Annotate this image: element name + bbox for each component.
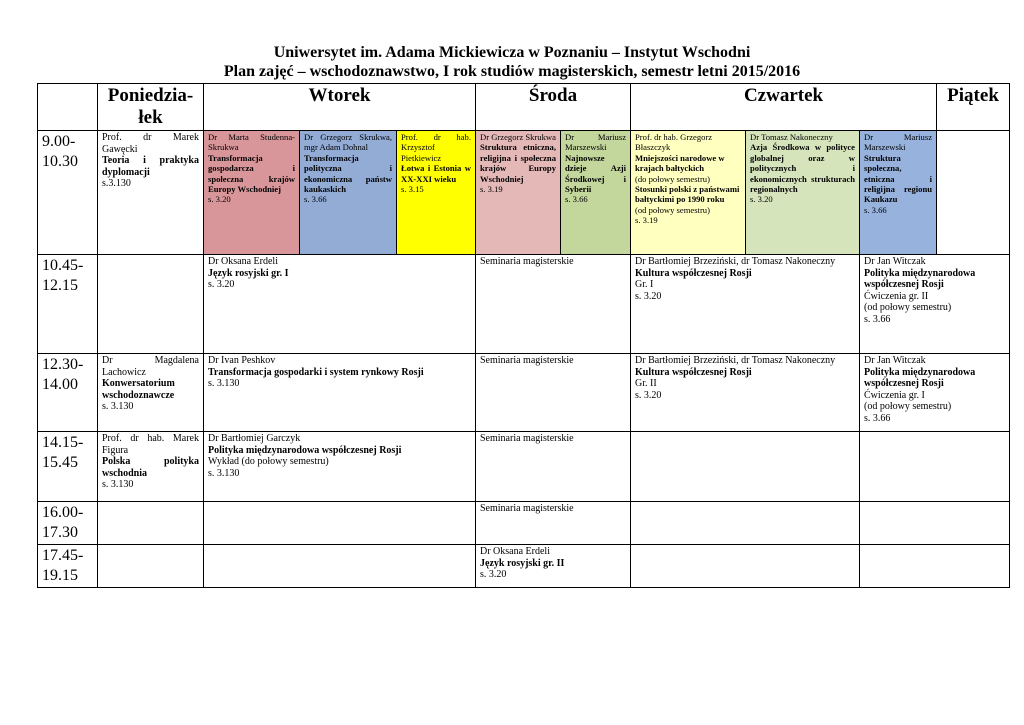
course: Azja Środkowa w polityce globalnej oraz w politycznych i ekonomicznych strukturach regionalnych [750, 142, 856, 195]
room: s. 3.66 [864, 204, 887, 215]
time-cell: 14.15-15.45 [38, 432, 98, 502]
class-cell [631, 354, 860, 432]
teacher: Dr Mariusz Marszewski [565, 132, 627, 153]
class-cell [397, 131, 476, 255]
teacher: Dr Oksana Erdeli [480, 546, 550, 557]
course: Łotwa i Estonia w XX-XXI wieku [401, 163, 471, 184]
teacher: Dr Jan Witczak [864, 256, 926, 267]
time-row [38, 502, 1010, 545]
course: Transformacja gospodarcza i społeczna krajów Europy Wschodniej [208, 152, 295, 195]
teacher: Dr Bartłomiej Brzeziński, dr Tomasz Nakoneczny [635, 355, 836, 366]
teacher: Dr Mariusz Marszewski [864, 132, 933, 153]
room: s. 3.66 [864, 313, 891, 325]
empty-cell [860, 502, 1010, 545]
seminar-cell [476, 255, 631, 354]
course: Język rosyjski gr. II [480, 557, 565, 569]
room: s. 3.130 [208, 467, 240, 479]
course: Teoria i praktyka dyplomacji [102, 155, 199, 178]
class-cell [204, 255, 476, 354]
course: Struktura etniczna, religijna i społeczna krajów Europy Wschodniej [480, 142, 556, 184]
teacher: Dr Jan Witczak [864, 355, 926, 366]
teacher: Dr Bartłomiej Brzeziński, dr Tomasz Nakoneczny [635, 256, 836, 267]
time-row [38, 255, 1010, 354]
group: Gr. I [635, 279, 654, 290]
time-cell: 12.30-14.00 [38, 354, 98, 432]
teacher: Dr Marta Studenna-Skrukwa [208, 132, 295, 153]
class-cell [98, 354, 204, 432]
course: Język rosyjski gr. I [208, 267, 289, 279]
teacher: Prof. dr hab. Marek Figura [102, 433, 199, 456]
room: s. 3.20 [208, 279, 235, 290]
class-cell [204, 432, 476, 502]
empty-cell [860, 432, 1010, 502]
title-university: Uniwersytet im. Adama Mickiewicza w Poznaniu – Instytut Wschodni [273, 44, 751, 61]
room: s. 3.130 [208, 378, 240, 389]
time-cell: 10.45-12.15 [38, 255, 98, 354]
room: s. 3.130 [102, 479, 134, 490]
class-cell [204, 131, 300, 255]
note: (od połowy semestru) [635, 204, 710, 215]
course: Transformacja polityczna i ekonomiczna państw kaukaskich [304, 152, 392, 195]
seminar-cell [476, 432, 631, 502]
class-cell [860, 354, 1010, 432]
empty-cell [937, 131, 1010, 255]
room: s. 3.66 [565, 194, 588, 205]
note: (od połowy semestru) [864, 302, 952, 313]
room: s. 3.20 [480, 569, 507, 580]
time-row [38, 131, 1010, 255]
schedule-table [37, 83, 1010, 588]
teacher: Dr Magdalena Lachowicz [102, 355, 199, 378]
seminar-cell [476, 502, 631, 545]
course: Polityka międzynarodowa współczesnej Rosji [864, 267, 976, 290]
course: Polityka międzynarodowa współczesnej Rosji [864, 366, 976, 389]
empty-cell [631, 432, 860, 502]
course: Kultura współczesnej Rosji [635, 267, 752, 279]
teacher: Prof. dr hab. Grzegorz Błaszczyk [635, 132, 713, 153]
teacher: Dr Grzegorz Skrukwa [480, 132, 556, 142]
teacher: Prof. dr hab. Krzysztof Pietkiewicz [401, 132, 471, 163]
seminar-label: Seminaria magisterskie [480, 503, 574, 514]
empty-cell [631, 502, 860, 545]
course: Najnowsze dzieje Azji Środkowej i Syberii [565, 152, 627, 195]
course: Polska polityka wschodnia [102, 456, 199, 479]
empty-cell [98, 502, 204, 545]
class-cell [300, 131, 397, 255]
course: Kultura współczesnej Rosji [635, 366, 752, 378]
group: Ćwiczenia gr. II [864, 290, 929, 302]
corner-cell [38, 84, 98, 131]
class-cell [476, 545, 631, 588]
room: s. 3.20 [208, 194, 231, 205]
day-wednesday: Środa [476, 84, 631, 131]
course: Mniejszości narodowe w krajach bałtyckich [635, 152, 725, 174]
note: (do połowy semestru) [635, 173, 710, 184]
class-cell [860, 131, 937, 255]
group: Ćwiczenia gr. I [864, 389, 925, 401]
empty-cell [860, 545, 1010, 588]
course: Konwersatorium wschodoznawcze [102, 378, 175, 401]
class-cell [631, 255, 860, 354]
seminar-cell [476, 354, 631, 432]
class-cell [98, 432, 204, 502]
room: s. 3.130 [102, 401, 134, 412]
room: s. 3.20 [635, 389, 662, 401]
class-cell [204, 354, 476, 432]
class-cell [746, 131, 860, 255]
seminar-label: Seminaria magisterskie [480, 433, 574, 444]
time-cell: 9.00-10.30 [38, 131, 98, 255]
time-row [38, 545, 1010, 588]
time-row [38, 354, 1010, 432]
course: Struktura społeczna, etniczna i religijna regionu Kaukazu [864, 152, 933, 205]
class-cell [561, 131, 631, 255]
room: s. 3.19 [480, 184, 503, 195]
class-cell [476, 131, 561, 255]
note: Wykład (do połowy semestru) [208, 456, 329, 467]
teacher: Dr Bartłomiej Garczyk [208, 433, 301, 444]
day-friday: Piątek [937, 84, 1010, 131]
group: Gr. II [635, 378, 657, 389]
empty-cell [98, 545, 204, 588]
teacher: Dr Oksana Erdeli [208, 256, 278, 267]
seminar-label: Seminaria magisterskie [480, 256, 574, 267]
room: s.3.130 [102, 178, 131, 189]
course: Stosunki polski z państwami bałtyckimi po 1990 roku [635, 184, 740, 205]
class-cell [631, 131, 746, 255]
header-row [38, 84, 1010, 131]
teacher: Dr Tomasz Nakoneczny [750, 132, 833, 142]
title-plan: Plan zajęć – wschodoznawstwo, I rok studiów magisterskich, semestr letni 2015/2016 [223, 63, 801, 80]
day-thursday: Czwartek [631, 84, 937, 131]
note: (od połowy semestru) [864, 401, 952, 412]
room: s. 3.66 [304, 194, 327, 205]
course: Polityka międzynarodowa współczesnej Rosji [208, 444, 402, 456]
teacher: Dr Ivan Peshkov [208, 355, 276, 366]
empty-cell [631, 545, 860, 588]
room: s. 3.15 [401, 184, 424, 195]
teacher: Prof. dr Marek Gawęcki [102, 132, 199, 155]
empty-cell [204, 545, 476, 588]
teacher: Dr Grzegorz Skrukwa, mgr Adam Dohnal [304, 132, 392, 153]
day-tuesday: Wtorek [204, 84, 476, 131]
empty-cell [204, 502, 476, 545]
room: s. 3.20 [635, 290, 662, 302]
seminar-label: Seminaria magisterskie [480, 355, 574, 366]
time-cell: 17.45-19.15 [38, 545, 98, 588]
course: Transformacja gospodarki i system rynkowy Rosji [208, 366, 424, 378]
room: s. 3.20 [750, 194, 773, 205]
class-cell [860, 255, 1010, 354]
room: s. 3.19 [635, 215, 658, 226]
day-monday: Poniedzia-łek [98, 84, 204, 131]
empty-cell [98, 255, 204, 354]
time-row [38, 432, 1010, 502]
time-cell: 16.00-17.30 [38, 502, 98, 545]
room: s. 3.66 [864, 412, 891, 424]
class-cell [98, 131, 204, 255]
